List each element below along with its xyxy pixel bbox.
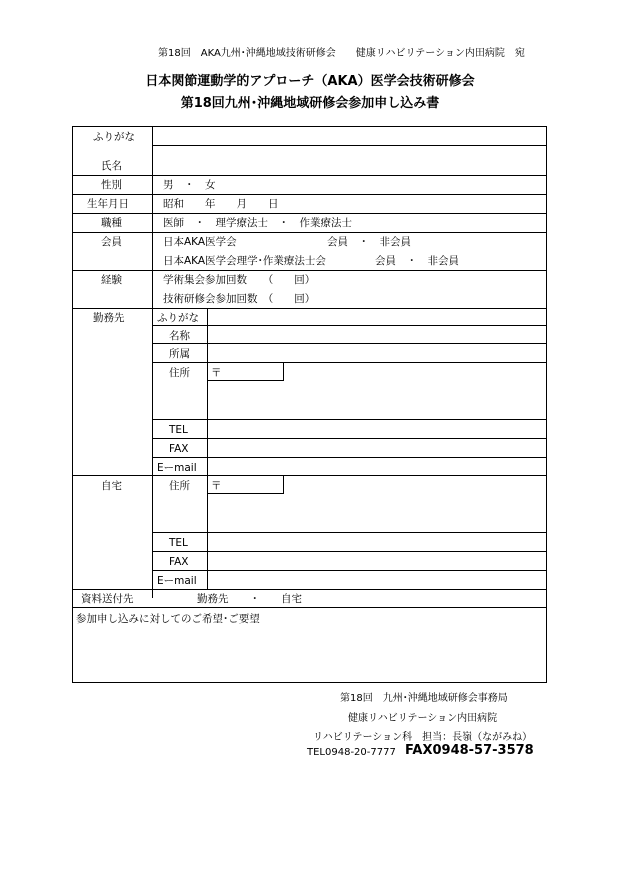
home-row-divider: [152, 532, 546, 533]
member-org-1: 日本AKA医学会: [163, 236, 237, 248]
form-title-line2: 第18回九州･沖縄地域研修会参加申し込み書: [180, 96, 440, 111]
home-label: 自宅: [101, 480, 122, 492]
row-divider: [73, 589, 546, 590]
work-row-divider: [152, 419, 546, 420]
member-options-1[interactable]: 会員 ・ 非会員: [327, 236, 411, 248]
row-divider: [73, 175, 546, 176]
work-name-label: 名称: [169, 330, 190, 342]
experience-label: 経験: [101, 274, 122, 286]
form-title-line1: 日本関節運動学的アプローチ（AKA）医学会技術研修会: [145, 74, 475, 89]
home-zip-mark: 〒: [211, 480, 222, 492]
row-divider: [73, 213, 546, 214]
work-email-label: Eーmail: [157, 462, 197, 474]
work-row-divider: [152, 438, 546, 439]
work-row-divider: [152, 457, 546, 458]
work-address-label: 住所: [169, 367, 190, 379]
gender-options[interactable]: 男 ・ 女: [163, 179, 216, 191]
footer-hospital: 健康リハビリテーション内田病院: [348, 713, 498, 724]
row-divider: [73, 607, 546, 608]
footer-contact: リハビリテーション科 担当：長嶺（ながみね）: [313, 732, 533, 743]
work-zip-mark: 〒: [211, 367, 222, 379]
home-tel-label: TEL: [169, 537, 188, 549]
work-sublabel-divider: [207, 308, 208, 475]
work-row-divider: [152, 325, 546, 326]
row-divider: [73, 232, 546, 233]
birthdate-value[interactable]: 昭和 年 月 日: [163, 198, 279, 210]
work-dept-label: 所属: [169, 348, 190, 360]
material-options[interactable]: 勤務先 ・ 自宅: [197, 593, 302, 605]
row-divider: [73, 194, 546, 195]
request-textarea[interactable]: [73, 627, 546, 682]
registration-form: [72, 126, 547, 683]
footer-tel: TEL0948-20-7777: [307, 747, 396, 758]
home-row-divider: [152, 570, 546, 571]
work-tel-label: TEL: [169, 424, 188, 436]
row-divider: [73, 270, 546, 271]
home-email-label: Eーmail: [157, 575, 197, 587]
name-label: 氏名: [101, 160, 122, 172]
work-row-divider: [152, 343, 546, 344]
home-address-label: 住所: [169, 480, 190, 492]
name-input[interactable]: [153, 146, 546, 175]
footer-fax: FAX0948-57-3578: [405, 743, 534, 758]
footer-office: 第18回 九州･沖縄地域研修会事務局: [340, 693, 508, 704]
furigana-label: ふりがな: [93, 131, 135, 143]
workplace-label: 勤務先: [93, 312, 125, 324]
home-row-divider: [152, 551, 546, 552]
member-options-2[interactable]: 会員 ・ 非会員: [375, 255, 459, 267]
work-furigana-label: ふりがな: [157, 312, 199, 324]
occupation-label: 職種: [101, 217, 122, 229]
gender-label: 性別: [101, 179, 122, 191]
experience-conference-count[interactable]: 学術集会参加回数 （ 回）: [163, 274, 316, 286]
home-fax-label: FAX: [169, 556, 189, 568]
material-label: 資料送付先: [81, 593, 134, 605]
row-divider: [73, 475, 546, 476]
work-fax-label: FAX: [169, 443, 189, 455]
member-org-2: 日本AKA医学会理学･作業療法士会: [163, 255, 326, 267]
furigana-input[interactable]: [153, 127, 546, 145]
row-divider: [73, 308, 546, 309]
addressee-line: 第18回 AKA九州･沖縄地域技術研修会 健康リハビリテーション内田病院 宛: [158, 48, 525, 59]
experience-seminar-count[interactable]: 技術研修会参加回数 （ 回）: [163, 293, 316, 305]
request-label: 参加申し込みに対してのご希望･ご要望: [76, 613, 260, 625]
member-label: 会員: [101, 236, 122, 248]
occupation-options[interactable]: 医師 ・ 理学療法士 ・ 作業療法士: [163, 217, 352, 229]
birthdate-label: 生年月日: [87, 198, 129, 210]
